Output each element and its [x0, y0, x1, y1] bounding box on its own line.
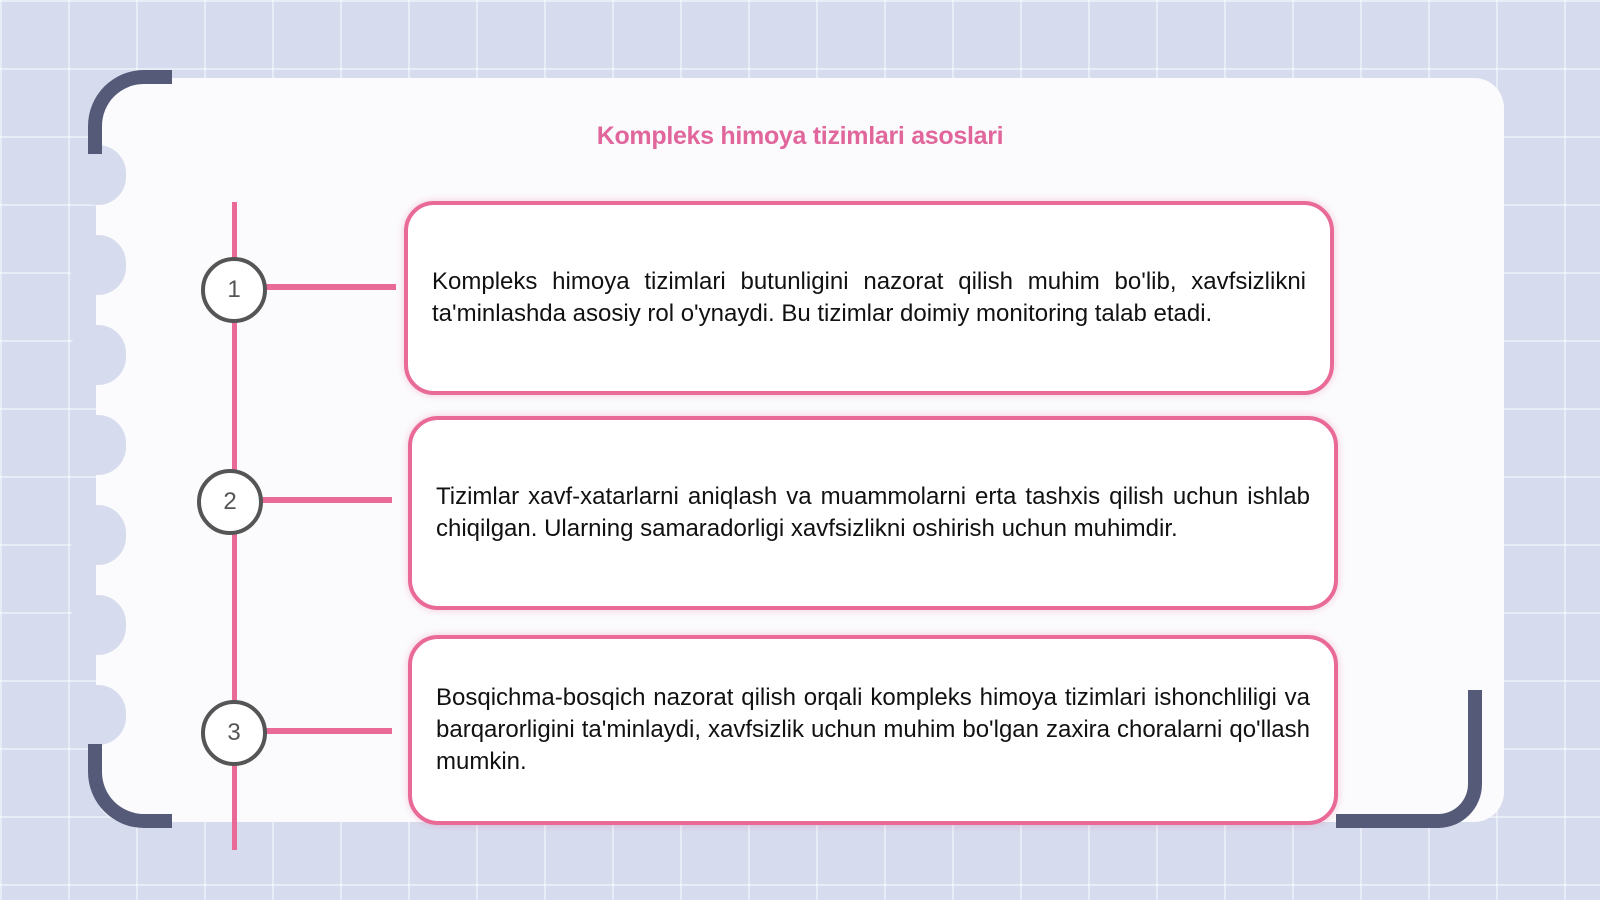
frame-corner-bottom-right: [1336, 690, 1482, 828]
edge-bump: [70, 145, 126, 205]
slide-title: Kompleks himoya tizimlari asoslari: [596, 122, 1004, 150]
step-text: Bosqichma-bosqich nazorat qilish orqali kompleks himoya tizimlari ishonchliligi va barqarorligini ta'minlaydi, xavfsizlik uchun muhim bo'lgan zaxira choralarni qo'llash mumkin.: [436, 684, 1310, 775]
step-connector: [262, 728, 392, 734]
step-number-badge: 3: [201, 700, 267, 766]
edge-bump: [70, 415, 126, 475]
step-card-3: [408, 635, 1338, 825]
step-card-1: [404, 201, 1334, 395]
step-card-2: [408, 416, 1338, 610]
step-number-badge: 1: [201, 257, 267, 323]
step-text: Kompleks himoya tizimlari butunligini nazorat qilish muhim bo'lib, xavfsizlikni ta'minlashda asosiy rol o'ynaydi. Bu tizimlar doimiy monitoring talab etadi.: [432, 268, 1306, 327]
edge-bump: [70, 325, 126, 385]
edge-bump: [70, 505, 126, 565]
edge-bump: [70, 685, 126, 745]
step-text: Tizimlar xavf-xatarlarni aniqlash va muammolarni erta tashxis qilish uchun ishlab chiqilgan. Ularning samaradorligi xavfsizlikni oshirish uchun muhimdir.: [436, 483, 1310, 542]
edge-bump: [70, 595, 126, 655]
frame-corner-top-left: [88, 70, 172, 154]
step-connector: [262, 284, 396, 290]
paper-edge-bumps: [70, 130, 126, 770]
step-number-badge: 2: [197, 469, 263, 535]
step-connector: [262, 497, 392, 503]
frame-corner-bottom-left: [88, 744, 172, 828]
edge-bump: [70, 235, 126, 295]
